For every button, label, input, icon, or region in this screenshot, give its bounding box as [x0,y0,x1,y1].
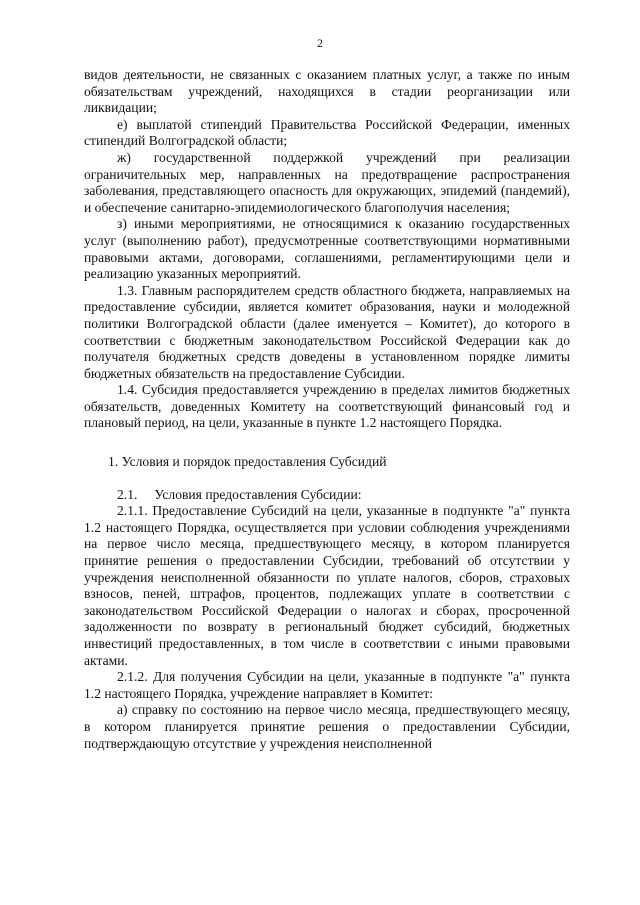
paragraph-1-4: 1.4. Субсидия предоставляется учреждению в пределах лимитов бюджетных обязательств, доведенных Комитету на соответствующий финансовый год и плановый период, на цели, указанные в пункте 1.2 настоящего Порядка. [84,382,570,431]
paragraph-1-3: 1.3. Главным распорядителем средств областного бюджета, направляемых на предоставление субсидии, является комитет образования, науки и молодежной политики Волгоградской области (далее именуется – Комитет), до которого в соответствии с бюджетным законодательством Российской Федерации как до получателя бюджетных средств доведены в установленном порядке лимиты бюджетных обязательств на предоставление Субсидии. [84,282,570,381]
paragraph-item-zh: ж) государственной поддержкой учреждений при реализации ограничительных мер, направленных на предотвращение распространения заболевания, представляющего опасность для окружающих, эпидемий (пандемий), и обеспечение санитарно-эпидемиологического благополучия населения; [84,149,570,215]
paragraph-2-1-2: 2.1.2. Для получения Субсидии на цели, указанные в подпункте "а" пункта 1.2 настоящего Порядка, учреждение направляет в Комитет: [84,669,570,701]
page-number: 2 [317,36,323,50]
paragraph-item-e: е) выплатой стипендий Правительства Российской Федерации, именных стипендий Волгоградской области; [84,116,570,149]
paragraph-item-z: з) иными мероприятиями, не относящимися к оказанию государственных услуг (выполнению работ), предусмотренные соответствующими нормативными правовыми актами, договорами, соглашениями, регламентирующими цели и реализацию указанных мероприятий. [84,216,570,282]
document-body [84,67,570,752]
paragraph-2-1: 2.1. Условия предоставления Субсидии: [117,486,362,502]
section-heading: 1. Условия и порядок предоставления Субсидий [108,454,387,470]
paragraph-item-a: а) справку по состоянию на первое число месяца, предшествующего месяцу, в котором планируется принятие решения о предоставлении Субсидии, подтверждающую отсутствие у учреждения неисполненной [84,702,570,751]
paragraph-continuation: видов деятельности, не связанных с оказанием платных услуг, а также по иным обязательствам учреждений, находящихся в стадии реорганизации или ликвидации; [84,67,570,116]
paragraph-2-1-1: 2.1.1. Предоставление Субсидий на цели, указанные в подпункте "а" пункта 1.2 настоящего Порядка, осуществляется при условии соблюдения учреждениями на первое число месяца, предшествующего месяцу, в котором планируется принятие решения о предоставлении Субсидии, требований об отсутствии у учреждения неисполненной обязанности по уплате налогов, сборов, страховых взносов, пеней, штрафов, процентов, подлежащих уплате в соответствии с законодательством Российской Федерации о налогах и сборах, просроченной задолженности по возврату в региональный бюджет субсидий, бюджетных инвестиций предоставленных, в том числе в соответствии с иными правовыми актами. [84,503,570,668]
